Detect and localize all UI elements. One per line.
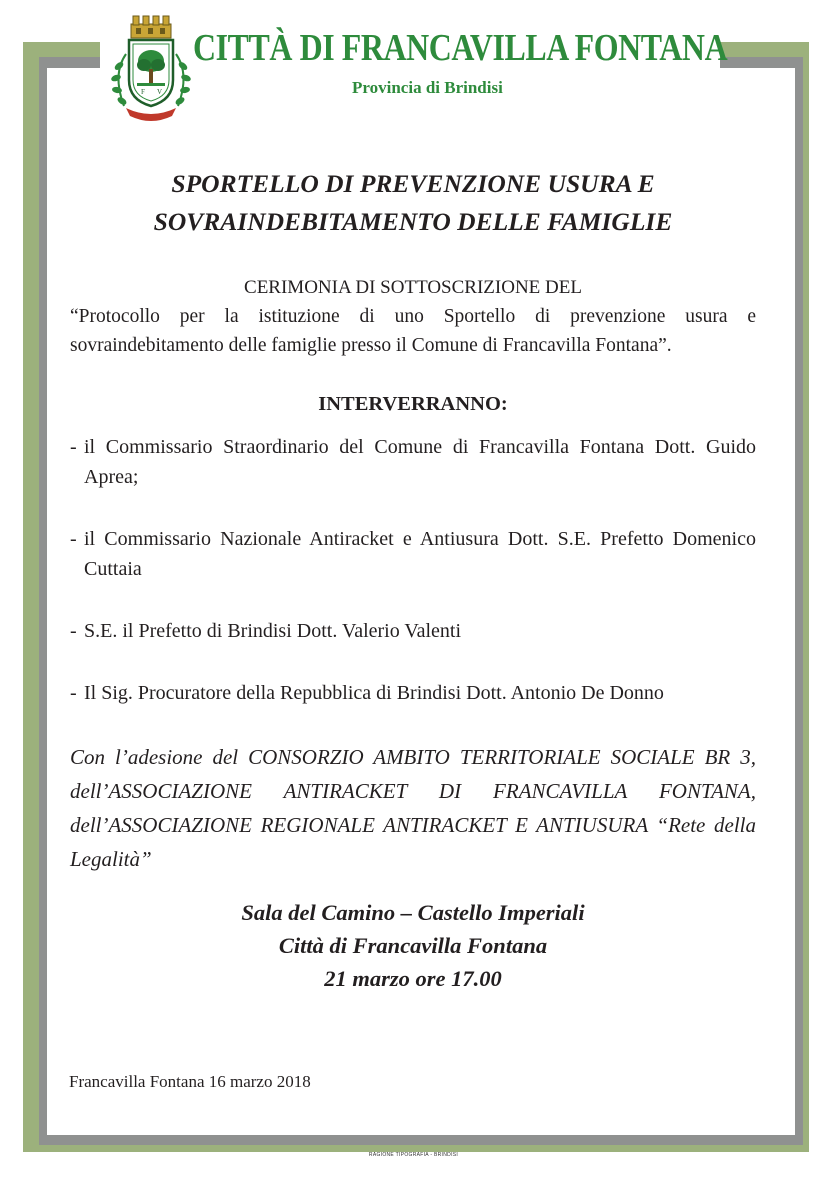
issue-date: Francavilla Fontana 16 marzo 2018 bbox=[69, 1072, 311, 1091]
venue-block bbox=[70, 896, 756, 995]
printer-credit: RAGIONE TIPOGRAFIA - BRINDISI bbox=[368, 1152, 459, 1158]
speaker-text: S.E. il Prefetto di Brindisi Dott. Valerio Valenti bbox=[84, 620, 462, 642]
ceremony-label: CERIMONIA DI SOTTOSCRIZIONE DEL bbox=[244, 277, 582, 298]
list-item: - S.E. il Prefetto di Brindisi Dott. Valerio Valenti bbox=[70, 620, 462, 642]
protocol-title: “Protocollo per la istituzione di uno Sportello di prevenzione usura e sovraindebitamento delle famiglie presso il Comune di Francavilla Fontana”. bbox=[70, 306, 756, 356]
speaker-text: il Commissario Nazionale Antiracket e Antiusura Dott. S.E. Prefetto Domenico Cuttaia bbox=[84, 528, 756, 580]
adhesion-paragraph: Con l’adesione del CONSORZIO AMBITO TERRITORIALE SOCIALE BR 3, dell’ASSOCIAZIONE ANTIRACKET DI FRANCAVILLA FONTANA, dell’ASSOCIAZIONE REGIONALE ANTIRACKET E ANTIUSURA “Rete della Legalità” bbox=[70, 745, 756, 871]
main-heading-line2: SOVRAINDEBITAMENTO DELLE FAMIGLIE bbox=[153, 207, 673, 236]
main-heading-line1: SPORTELLO DI PREVENZIONE USURA E bbox=[171, 169, 655, 198]
list-item: - il Commissario Nazionale Antiracket e Antiusura Dott. S.E. Prefetto Domenico Cuttaia bbox=[70, 528, 756, 580]
poster-body bbox=[70, 160, 756, 995]
list-item: - il Commissario Straordinario del Comune di Francavilla Fontana Dott. Guido Aprea; bbox=[70, 436, 756, 488]
venue-place: Sala del Camino – Castello Imperiali bbox=[241, 900, 585, 925]
main-heading bbox=[70, 165, 756, 241]
speakers-list bbox=[70, 432, 756, 708]
speaker-text: il Commissario Straordinario del Comune di Francavilla Fontana Dott. Guido Aprea; bbox=[84, 436, 756, 488]
city-crest-icon bbox=[104, 14, 198, 126]
crest-letter-v: V bbox=[157, 88, 163, 96]
crest-letter-f: F bbox=[141, 88, 145, 96]
city-title: CITTÀ DI FRANCAVILLA FONTANA bbox=[193, 27, 728, 69]
province-label: Provincia di Brindisi bbox=[352, 78, 503, 97]
venue-datetime: 21 marzo ore 17.00 bbox=[324, 966, 502, 991]
venue-city: Città di Francavilla Fontana bbox=[278, 933, 548, 958]
list-item: - Il Sig. Procuratore della Repubblica di Brindisi Dott. Antonio De Donno bbox=[70, 682, 664, 704]
interventions-title: INTERVERRANNO: bbox=[318, 393, 508, 415]
speaker-text: Il Sig. Procuratore della Repubblica di Brindisi Dott. Antonio De Donno bbox=[84, 682, 664, 704]
